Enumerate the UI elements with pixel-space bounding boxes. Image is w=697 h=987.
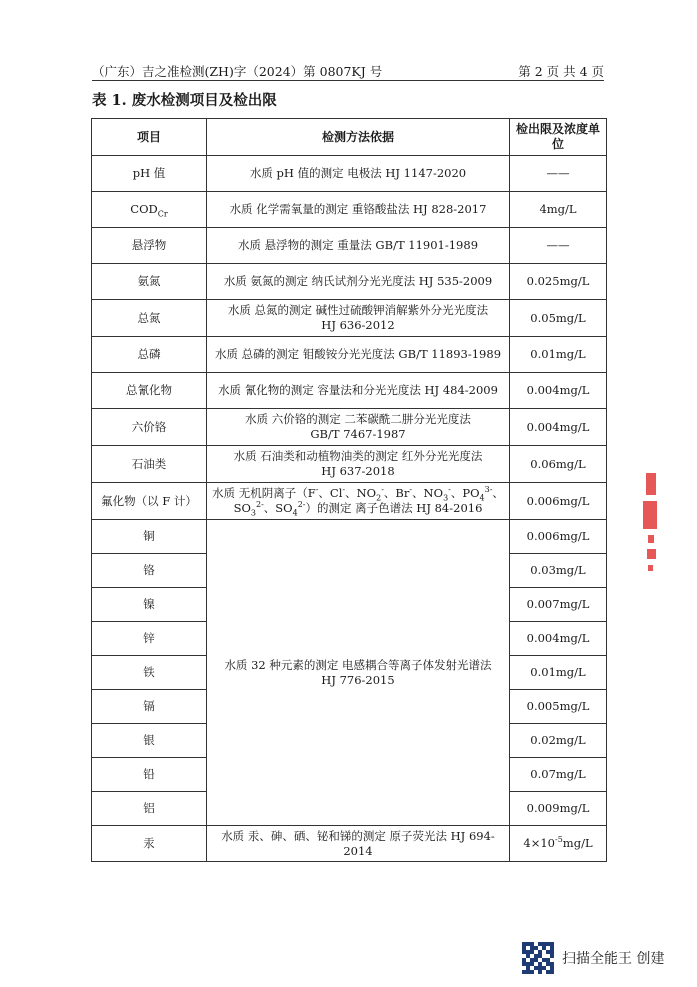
method-cell: 水质 汞、砷、硒、铋和锑的测定 原子荧光法 HJ 694-2014: [207, 826, 510, 862]
limit-cell: 0.05mg/L: [510, 300, 607, 337]
limit-cell: 0.004mg/L: [510, 409, 607, 446]
column-header-method: 检测方法依据: [207, 119, 510, 156]
method-cell: 水质 氰化物的测定 容量法和分光光度法 HJ 484-2009: [207, 373, 510, 409]
item-cell: 氨氮: [92, 264, 207, 300]
table-row: [92, 228, 607, 264]
page-header: [92, 62, 604, 80]
method-cell: 水质 氨氮的测定 纳氏试剂分光光度法 HJ 535-2009: [207, 264, 510, 300]
item-cell: 铁: [92, 656, 207, 690]
method-line: 水质 石油类和动植物油类的测定 红外分光光度法: [233, 449, 483, 463]
method-cell: [207, 446, 510, 483]
method-cell: [207, 483, 510, 520]
item-cell: 总氮: [92, 300, 207, 337]
watermark-text: 扫描全能王 创建: [562, 951, 665, 967]
column-header-item: 项目: [92, 119, 207, 156]
item-cell: 镉: [92, 690, 207, 724]
item-subscript: Cr: [157, 209, 168, 219]
method-cell: 水质 悬浮物的测定 重量法 GB/T 11901-1989: [207, 228, 510, 264]
table-row-mercury: [92, 826, 607, 862]
limit-cell: ——: [510, 156, 607, 192]
method-cell: [207, 300, 510, 337]
page-info: 第 2 页 共 4 页: [518, 64, 604, 79]
wastewater-test-table: [91, 118, 607, 862]
item-cell: 铝: [92, 792, 207, 826]
qr-code-icon: [522, 942, 554, 974]
method-line: 水质 无机阴离子（F-、Cl-、$NO_2^-$、Br-、$NO_3^-$、$PO_4^{3-}$、: [212, 485, 504, 503]
item-text: COD: [130, 202, 158, 216]
report-number: （广东）吉之准检测(ZH)字（2024）第 0807KJ 号: [92, 64, 383, 79]
method-line: HJ 637-2018: [321, 464, 395, 478]
table-row: [92, 373, 607, 409]
table-row: [92, 446, 607, 483]
item-cell: 总磷: [92, 337, 207, 373]
table-row: [92, 409, 607, 446]
limit-cell: ——: [510, 228, 607, 264]
limit-cell: 0.006mg/L: [510, 520, 607, 554]
method-line: HJ 636-2012: [321, 318, 395, 332]
item-cell: 六价铬: [92, 409, 207, 446]
item-cell: 锌: [92, 622, 207, 656]
method-line: 水质 总氮的测定 碱性过硫酸钾消解紫外分光光度法: [227, 303, 489, 317]
item-cell: 铅: [92, 758, 207, 792]
table-row: [92, 520, 607, 554]
table-row-fluoride: [92, 483, 607, 520]
limit-cell: 0.01mg/L: [510, 656, 607, 690]
limit-cell: 0.004mg/L: [510, 373, 607, 409]
method-cell: 水质 pH 值的测定 电极法 HJ 1147-2020: [207, 156, 510, 192]
method-cell-merged: [207, 520, 510, 826]
item-cell: 汞: [92, 826, 207, 862]
limit-cell: 0.02mg/L: [510, 724, 607, 758]
item-cell: 总氰化物: [92, 373, 207, 409]
item-cell: pH 值: [92, 156, 207, 192]
method-line: GB/T 7467-1987: [310, 427, 406, 441]
table-row: [92, 192, 607, 228]
item-cell: 银: [92, 724, 207, 758]
scanner-watermark: [522, 942, 664, 974]
item-cell: 悬浮物: [92, 228, 207, 264]
item-cell: 铬: [92, 554, 207, 588]
limit-cell: 0.025mg/L: [510, 264, 607, 300]
table-row: [92, 264, 607, 300]
method-line: HJ 776-2015: [321, 672, 395, 687]
method-cell: 水质 总磷的测定 钼酸铵分光光度法 GB/T 11893-1989: [207, 337, 510, 373]
item-cell: 氟化物（以 F 计）: [92, 483, 207, 520]
item-cell: 石油类: [92, 446, 207, 483]
limit-cell: 0.006mg/L: [510, 483, 607, 520]
method-cell: 水质 化学需氧量的测定 重铬酸盐法 HJ 828-2017: [207, 192, 510, 228]
limit-cell: 0.007mg/L: [510, 588, 607, 622]
item-cell: 镍: [92, 588, 207, 622]
table-header-row: [92, 119, 607, 156]
limit-cell: 0.01mg/L: [510, 337, 607, 373]
red-seal-stamp: [643, 473, 659, 613]
limit-cell: 0.004mg/L: [510, 622, 607, 656]
method-line: 水质 六价铬的测定 二苯碳酰二肼分光光度法: [245, 412, 471, 426]
table-row: [92, 337, 607, 373]
table-row: [92, 156, 607, 192]
limit-cell: 0.009mg/L: [510, 792, 607, 826]
method-line: 水质 32 种元素的测定 电感耦合等离子体发射光谱法: [224, 657, 492, 672]
header-divider: [92, 80, 604, 81]
column-header-limit: 检出限及浓度单位: [510, 119, 607, 156]
item-cell: [92, 192, 207, 228]
limit-cell: 4mg/L: [510, 192, 607, 228]
limit-cell: 0.06mg/L: [510, 446, 607, 483]
limit-cell: 0.03mg/L: [510, 554, 607, 588]
table-row: [92, 300, 607, 337]
method-line: $SO_3^{2-}$、$SO_4^{2-}$）的测定 离子色谱法 HJ 84-2016: [233, 500, 483, 518]
limit-cell: 0.07mg/L: [510, 758, 607, 792]
method-cell: [207, 409, 510, 446]
limit-cell: $4\times 10^{-5}mg/L$: [510, 826, 607, 862]
table-title: 表 1. 废水检测项目及检出限: [92, 92, 277, 109]
item-cell: 铜: [92, 520, 207, 554]
limit-cell: 0.005mg/L: [510, 690, 607, 724]
